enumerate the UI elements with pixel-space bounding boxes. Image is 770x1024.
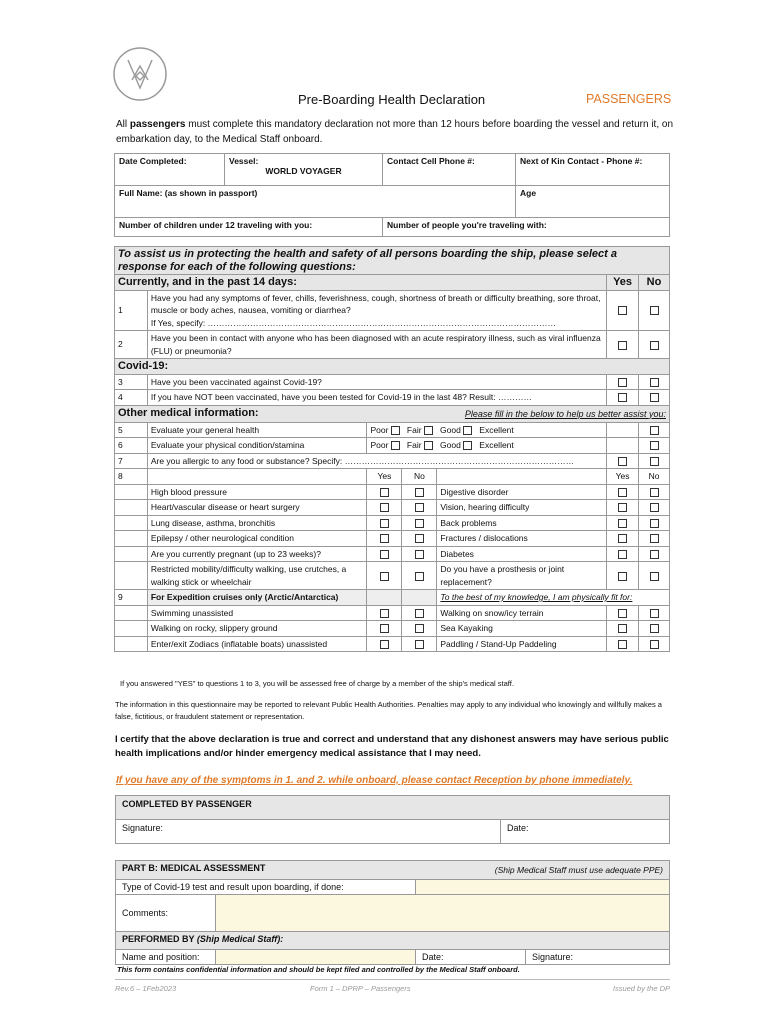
staff-signature-field[interactable]: Signature: <box>526 950 670 965</box>
kin-contact-field[interactable]: Next of Kin Contact - Phone #: <box>516 154 670 186</box>
cond-r4-yes[interactable] <box>618 534 627 543</box>
q5-poor-checkbox[interactable] <box>391 426 400 435</box>
q6-good-checkbox[interactable] <box>463 441 472 450</box>
form-title: Pre-Boarding Health Declaration <box>298 92 486 107</box>
legal-note: The information in this questionnaire may be reported to relevant Public Health Authorities. Penalties may apply to any individual who knowingly and willfully makes a false, fictitious, or fraudulent statement or representation. <box>115 700 662 721</box>
exp-r2-no[interactable] <box>650 624 659 633</box>
cond-r5-no[interactable] <box>650 550 659 559</box>
cond-l4-yes[interactable] <box>380 534 389 543</box>
cond-l3-no[interactable] <box>415 519 424 528</box>
symptom-warning: If you have any of the symptoms in 1. and 2. while onboard, please contact Reception by phone immediately. <box>116 775 633 786</box>
exp-r2-yes[interactable] <box>618 624 627 633</box>
cond-l4-no[interactable] <box>415 534 424 543</box>
footer: Rev.6 – 1Feb2023 Form 1 – DPRP – Passengers Issued by the DP <box>115 979 670 984</box>
comments-field[interactable] <box>216 895 670 932</box>
q6-excellent-checkbox[interactable] <box>650 441 659 450</box>
staff-date-field[interactable]: Date: <box>416 950 526 965</box>
q1-yes-checkbox[interactable] <box>618 306 627 315</box>
exp-r3-no[interactable] <box>650 640 659 649</box>
cond-r2-yes[interactable] <box>618 503 627 512</box>
cond-l5-yes[interactable] <box>380 550 389 559</box>
q4-no-checkbox[interactable] <box>650 393 659 402</box>
cond-l5-no[interactable] <box>415 550 424 559</box>
q5-good-checkbox[interactable] <box>463 426 472 435</box>
cond-r3-no[interactable] <box>650 519 659 528</box>
intro-text: All passengers must complete this mandatory declaration not more than 12 hours before boarding the vessel and return it, on embarkation day, to the Medical Staff onboard. <box>116 119 673 145</box>
company-logo <box>112 46 168 102</box>
cond-l2-yes[interactable] <box>380 503 389 512</box>
name-position-field[interactable] <box>216 950 416 965</box>
full-name-field[interactable]: Full Name: (as shown in passport) <box>115 186 516 218</box>
q1-no-checkbox[interactable] <box>650 306 659 315</box>
assessment-note: If you answered "YES" to questions 1 to 3, you will be assessed free of charge by a member of the ship's medical staff. <box>120 679 514 688</box>
exp-r3-yes[interactable] <box>618 640 627 649</box>
medical-assessment-table: PART B: MEDICAL ASSESSMENT (Ship Medical Staff must use adequate PPE) Type of Covid-19 test and result upon boarding, if done: Comments: PERFORMED BY (Ship Medical Staff): Name and position: Date: Signature: <box>115 860 670 965</box>
signature-field[interactable]: Signature: <box>116 820 501 844</box>
q5-excellent-checkbox[interactable] <box>650 426 659 435</box>
cond-r1-yes[interactable] <box>618 488 627 497</box>
cond-r6-no[interactable] <box>650 572 659 581</box>
q6-fair-checkbox[interactable] <box>424 441 433 450</box>
cond-r2-no[interactable] <box>650 503 659 512</box>
exp-l1-yes[interactable] <box>380 609 389 618</box>
cond-r4-no[interactable] <box>650 534 659 543</box>
exp-l1-no[interactable] <box>415 609 424 618</box>
q7-yes-checkbox[interactable] <box>618 457 627 466</box>
cond-r6-yes[interactable] <box>618 572 627 581</box>
cond-l6-no[interactable] <box>415 572 424 581</box>
exp-r1-yes[interactable] <box>618 609 627 618</box>
exp-l2-no[interactable] <box>415 624 424 633</box>
cond-r3-yes[interactable] <box>618 519 627 528</box>
cond-l3-yes[interactable] <box>380 519 389 528</box>
q2-yes-checkbox[interactable] <box>618 341 627 350</box>
cond-r5-yes[interactable] <box>618 550 627 559</box>
passenger-signature-table: COMPLETED BY PASSENGER Signature: Date: <box>115 795 670 844</box>
q6-poor-checkbox[interactable] <box>391 441 400 450</box>
exp-l2-yes[interactable] <box>380 624 389 633</box>
q2-no-checkbox[interactable] <box>650 341 659 350</box>
people-count-field[interactable]: Number of people you're traveling with: <box>383 218 670 237</box>
q7-no-checkbox[interactable] <box>650 457 659 466</box>
cond-l1-no[interactable] <box>415 488 424 497</box>
cell-phone-field[interactable]: Contact Cell Phone #: <box>383 154 516 186</box>
date-completed-field[interactable]: Date Completed: <box>115 154 225 186</box>
passenger-info-table <box>114 153 670 237</box>
q3-yes-checkbox[interactable] <box>618 378 627 387</box>
children-count-field[interactable]: Number of children under 12 traveling with you: <box>115 218 383 237</box>
exp-l3-yes[interactable] <box>380 640 389 649</box>
date-field[interactable]: Date: <box>501 820 670 844</box>
age-field[interactable]: Age <box>516 186 670 218</box>
exp-l3-no[interactable] <box>415 640 424 649</box>
audience-label: PASSENGERS <box>586 92 672 106</box>
covid-test-field[interactable] <box>416 880 670 895</box>
vessel-field: Vessel: WORLD VOYAGER <box>225 154 383 186</box>
q5-fair-checkbox[interactable] <box>424 426 433 435</box>
q4-yes-checkbox[interactable] <box>618 393 627 402</box>
certification-text: I certify that the above declaration is true and correct and understand that any dishonest answers may have serious public health implications and/or hinder emergency medical assistance that I may need. <box>115 734 669 759</box>
cond-l2-no[interactable] <box>415 503 424 512</box>
questionnaire-heading: To assist us in protecting the health and safety of all persons boarding the ship, please select a response for each of the following questions: <box>115 247 670 275</box>
q3-no-checkbox[interactable] <box>650 378 659 387</box>
cond-l1-yes[interactable] <box>380 488 389 497</box>
exp-r1-no[interactable] <box>650 609 659 618</box>
cond-l6-yes[interactable] <box>380 572 389 581</box>
cond-r1-no[interactable] <box>650 488 659 497</box>
confidentiality-note: This form contains confidential information and should be kept filed and controlled by the Medical Staff onboard. <box>117 965 520 974</box>
health-questionnaire: To assist us in protecting the health and safety of all persons boarding the ship, please select a response for each of the following questions: Currently, and in the past 14 days: Yes No 1 Have you had any symptoms of fever, chills, feverishness, cough, shortness of breath or difficulty breathing, sore throat, muscle or body aches, nausea, vomiting or diarrhea? If Yes, specify: …………………………………………………………………………………………………………… 2 Have you been in contact with anyone who has been diagnosed with an acute respiratory illness, such as viral influenza (FLU) or pneumonia? Covid-19: 3 Have you been vaccinated against Covid-19? 4 If you have NOT been vaccinated, have you been tested for Covid-19 in the last 48? Result: ………… Other medical information: Please fill in the below to help us better assist you: 5 Evaluate your general health Poor Fair Good Excellent 6 Evaluate your physical condition/stamina Poor Fair Good Excellent 7 Are you allergic to any food or substance? Specify: ……………………………………………………………………… 8 Yes No Yes No High blood pressure Digestive disorder Heart/vascular disease or heart surgery Vision, hearing difficulty Lung disease, asthma, bronchitis Back problems Epilepsy / other neurological condition Fractures / dislocations Are you currently pregnant (up to 23 weeks)? Diabetes Restricted mobility/difficulty walking, use crutches, a walking stick or wheelchair Do you have a prosthesis or joint replacement? 9 For Expedition cruises only (Arctic/Antarctica) To the best of my knowledge, I am physically fit for: Swimming unassisted Walking on snow/icy terrain Walking on rocky, slippery ground Sea Kayaking Enter/exit Zodiacs (inflatable boats) unassisted Paddling / Stand-Up Paddeling <box>114 246 670 652</box>
